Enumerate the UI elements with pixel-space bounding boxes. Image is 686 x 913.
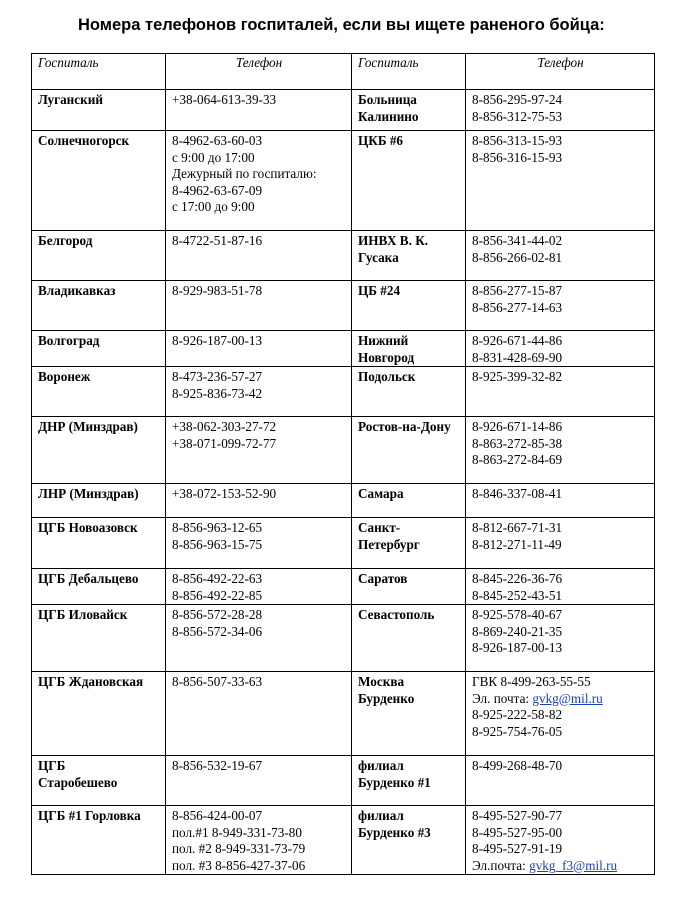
phone-cell-left <box>166 605 352 672</box>
hospital-name-left <box>32 367 166 417</box>
hospital-name-line: ЦКБ #6 <box>358 133 404 148</box>
hospital-name-line: ЦГБ Дебальцево <box>38 571 139 586</box>
phone-line: 8-831-428-69-90 <box>472 349 563 365</box>
phone-cell-right <box>466 331 655 367</box>
phone-line: 8-495-527-91-19 <box>472 841 563 856</box>
phone-cell-left <box>166 131 352 231</box>
phone-line: пол. #2 8-949-331-73-79 <box>172 841 306 856</box>
table-row <box>32 367 655 417</box>
hospital-name-left <box>32 569 166 605</box>
hospital-phone-table <box>31 53 655 875</box>
table-body <box>32 90 655 875</box>
header-phone: Телефон <box>466 54 655 90</box>
hospital-name-line: ЦГБ <box>38 758 66 773</box>
hospital-name-line: ЦГБ Ждановская <box>38 674 144 689</box>
phone-line: 8-856-295-97-24 <box>472 92 563 107</box>
hospital-name-line: Гусака <box>358 249 399 265</box>
phone-line: пол. #3 8-856-427-37-06 <box>172 857 306 873</box>
hospital-name-left <box>32 417 166 484</box>
table-row <box>32 281 655 331</box>
hospital-name-line: ИНВХ В. К. <box>358 233 429 248</box>
hospital-name-line: Калинино <box>358 108 419 124</box>
phone-cell-left <box>166 756 352 806</box>
phone-line: ГВК 8-499-263-55-55 <box>472 674 591 689</box>
phone-line: 8-869-240-21-35 <box>472 623 563 639</box>
hospital-name-line: ЦГБ #1 Горловка <box>38 808 141 823</box>
hospital-name-line: Бурденко <box>358 690 415 706</box>
phone-line: 8-863-272-85-38 <box>472 435 563 451</box>
phone-cell-right <box>466 484 655 518</box>
phone-cell-right <box>466 417 655 484</box>
hospital-name-right <box>352 756 466 806</box>
phone-cell-right <box>466 756 655 806</box>
page-title: Номера телефонов госпиталей, если вы ищете раненого бойца: <box>78 16 605 34</box>
hospital-name-line: Новгород <box>358 349 415 365</box>
phone-line: 8-856-963-15-75 <box>172 536 263 552</box>
hospital-name-line: филиал <box>358 808 404 823</box>
phone-line: 8-856-277-15-87 <box>472 283 563 298</box>
phone-cell-left <box>166 281 352 331</box>
phone-line: 8-856-507-33-63 <box>172 674 263 689</box>
phone-line: пол.#1 8-949-331-73-80 <box>172 824 302 840</box>
email-link[interactable]: gvkg_f3@mil.ru <box>529 857 618 873</box>
hospital-name-line: ДНР (Минздрав) <box>38 419 138 434</box>
hospital-name-line: Ростов-на-Дону <box>358 419 451 434</box>
phone-cell-left <box>166 806 352 875</box>
hospital-name-line: Старобешево <box>38 774 118 790</box>
phone-line: 8-856-316-15-93 <box>472 149 563 165</box>
hospital-name-line: Саратов <box>358 571 408 586</box>
phone-line: 8-812-271-11-49 <box>472 536 562 552</box>
header-hospital: Госпиталь <box>352 54 466 90</box>
phone-cell-right <box>466 518 655 569</box>
hospital-name-line: Бурденко #1 <box>358 774 431 790</box>
table-row <box>32 131 655 231</box>
phone-line: 8-925-836-73-42 <box>172 385 263 401</box>
hospital-name-line: Москва <box>358 674 405 689</box>
phone-cell-left <box>166 367 352 417</box>
phone-cell-left <box>166 672 352 756</box>
phone-line: 8-856-341-44-02 <box>472 233 563 248</box>
phone-line: 8-4962-63-60-03 <box>172 133 263 148</box>
phone-line: 8-4962-63-67-09 <box>172 182 263 198</box>
hospital-name-left <box>32 131 166 231</box>
table-row <box>32 518 655 569</box>
phone-line: +38-062-303-27-72 <box>172 419 277 434</box>
phone-line: 8-856-532-19-67 <box>172 758 263 773</box>
phone-line: 8-856-963-12-65 <box>172 520 263 535</box>
phone-line: 8-856-266-02-81 <box>472 249 563 265</box>
phone-cell-right <box>466 672 655 756</box>
phone-line: 8-925-754-76-05 <box>472 723 563 739</box>
hospital-name-line: Солнечногорск <box>38 133 130 148</box>
email-line: Эл.почта: gvkg_f3@mil.ru <box>472 857 618 873</box>
phone-cell-right <box>466 231 655 281</box>
phone-line: 8-926-187-00-13 <box>172 333 263 348</box>
phone-line: 8-473-236-57-27 <box>172 369 263 384</box>
hospital-name-right <box>352 367 466 417</box>
hospital-name-right <box>352 90 466 131</box>
phone-line: 8-495-527-95-00 <box>472 824 563 840</box>
hospital-name-left <box>32 672 166 756</box>
phone-cell-left <box>166 231 352 281</box>
hospital-name-line: Белгород <box>38 233 93 248</box>
phone-line: 8-856-277-14-63 <box>472 299 563 315</box>
phone-cell-right <box>466 605 655 672</box>
phone-line: 8-925-222-58-82 <box>472 707 563 722</box>
hospital-name-left <box>32 605 166 672</box>
hospital-name-line: ЛНР (Минздрав) <box>38 486 139 501</box>
phone-cell-right <box>466 569 655 605</box>
hospital-name-line: филиал <box>358 758 404 773</box>
hospital-name-line: Владикавказ <box>38 283 116 298</box>
hospital-name-line: Нижний <box>358 333 409 348</box>
hospital-name-left <box>32 756 166 806</box>
phone-line: 8-856-424-00-07 <box>172 808 263 823</box>
hospital-name-left <box>32 231 166 281</box>
table-row <box>32 605 655 672</box>
table-row <box>32 806 655 875</box>
phone-cell-left <box>166 331 352 367</box>
hospital-name-right <box>352 518 466 569</box>
phone-line: 8-856-313-15-93 <box>472 133 563 148</box>
hospital-name-right <box>352 281 466 331</box>
phone-line: 8-499-268-48-70 <box>472 758 563 773</box>
header-hospital: Госпиталь <box>32 54 166 90</box>
phone-line: 8-845-252-43-51 <box>472 587 563 603</box>
phone-line: 8-856-572-34-06 <box>172 623 263 639</box>
phone-line: +38-071-099-72-77 <box>172 435 277 451</box>
phone-line: 8-926-671-14-86 <box>472 419 563 434</box>
phone-line: 8-929-983-51-78 <box>172 283 263 298</box>
hospital-name-right <box>352 569 466 605</box>
hospital-name-left <box>32 518 166 569</box>
hospital-name-right <box>352 484 466 518</box>
hospital-name-line: ЦГБ Иловайск <box>38 607 128 622</box>
hospital-name-left <box>32 484 166 518</box>
hospital-name-line: Воронеж <box>38 369 91 384</box>
table-row <box>32 331 655 367</box>
table-header-row <box>32 54 655 90</box>
header-phone: Телефон <box>166 54 352 90</box>
phone-cell-left <box>166 518 352 569</box>
phone-line: 8-926-187-00-13 <box>472 640 563 655</box>
table-row <box>32 569 655 605</box>
hospital-name-right <box>352 331 466 367</box>
phone-line: 8-845-226-36-76 <box>472 571 563 586</box>
table-row <box>32 231 655 281</box>
hospital-name-left <box>32 281 166 331</box>
phone-cell-left <box>166 484 352 518</box>
hospital-name-left <box>32 331 166 367</box>
email-link[interactable]: gvkg@mil.ru <box>532 690 603 706</box>
hospital-name-line: Севастополь <box>358 607 435 622</box>
hospital-name-line: ЦБ #24 <box>358 283 401 298</box>
hospital-name-line: Волгоград <box>38 333 100 348</box>
table-row <box>32 90 655 131</box>
phone-cell-right <box>466 367 655 417</box>
hospital-name-line: Бурденко #3 <box>358 824 431 840</box>
phone-line: 8-863-272-84-69 <box>472 452 563 467</box>
table-row <box>32 672 655 756</box>
phone-line: 8-856-492-22-63 <box>172 571 263 586</box>
hospital-name-line: Петербург <box>358 536 420 552</box>
hospital-name-right <box>352 417 466 484</box>
phone-line: 8-925-578-40-67 <box>472 607 563 622</box>
hospital-name-right <box>352 131 466 231</box>
phone-cell-right <box>466 131 655 231</box>
hospital-name-line: Луганский <box>38 92 103 107</box>
phone-cell-right <box>466 281 655 331</box>
phone-line: 8-856-492-22-85 <box>172 587 263 603</box>
table-row <box>32 417 655 484</box>
hospital-name-right <box>352 672 466 756</box>
phone-line: 8-846-337-08-41 <box>472 486 563 501</box>
phone-cell-left <box>166 90 352 131</box>
table-row <box>32 484 655 518</box>
hospital-name-right <box>352 231 466 281</box>
phone-line: +38-072-153-52-90 <box>172 486 277 501</box>
hospital-name-line: Подольск <box>358 369 416 384</box>
table-row <box>32 756 655 806</box>
hospital-name-left <box>32 806 166 875</box>
phone-cell-left <box>166 417 352 484</box>
hospital-name-line: ЦГБ Новоазовск <box>38 520 138 535</box>
phone-line: +38-064-613-39-33 <box>172 92 277 107</box>
phone-line: 8-856-312-75-53 <box>472 108 563 124</box>
phone-line: с 9:00 до 17:00 <box>172 149 255 165</box>
hospital-name-line: Самара <box>358 486 404 501</box>
phone-cell-right <box>466 806 655 875</box>
phone-line: 8-4722-51-87-16 <box>172 233 263 248</box>
hospital-name-right <box>352 605 466 672</box>
phone-line: 8-495-527-90-77 <box>472 808 563 823</box>
phone-line: 8-856-572-28-28 <box>172 607 263 622</box>
hospital-name-right <box>352 806 466 875</box>
phone-cell-left <box>166 569 352 605</box>
email-line: Эл. почта: gvkg@mil.ru <box>472 690 603 706</box>
hospital-name-line: Больница <box>358 92 417 107</box>
phone-line: с 17:00 до 9:00 <box>172 199 255 214</box>
hospital-name-left <box>32 90 166 131</box>
phone-cell-right <box>466 90 655 131</box>
hospital-name-line: Санкт- <box>358 520 401 535</box>
phone-line: Дежурный по госпиталю: <box>172 166 317 181</box>
phone-line: 8-812-667-71-31 <box>472 520 563 535</box>
phone-line: 8-925-399-32-82 <box>472 369 563 384</box>
phone-line: 8-926-671-44-86 <box>472 333 563 348</box>
